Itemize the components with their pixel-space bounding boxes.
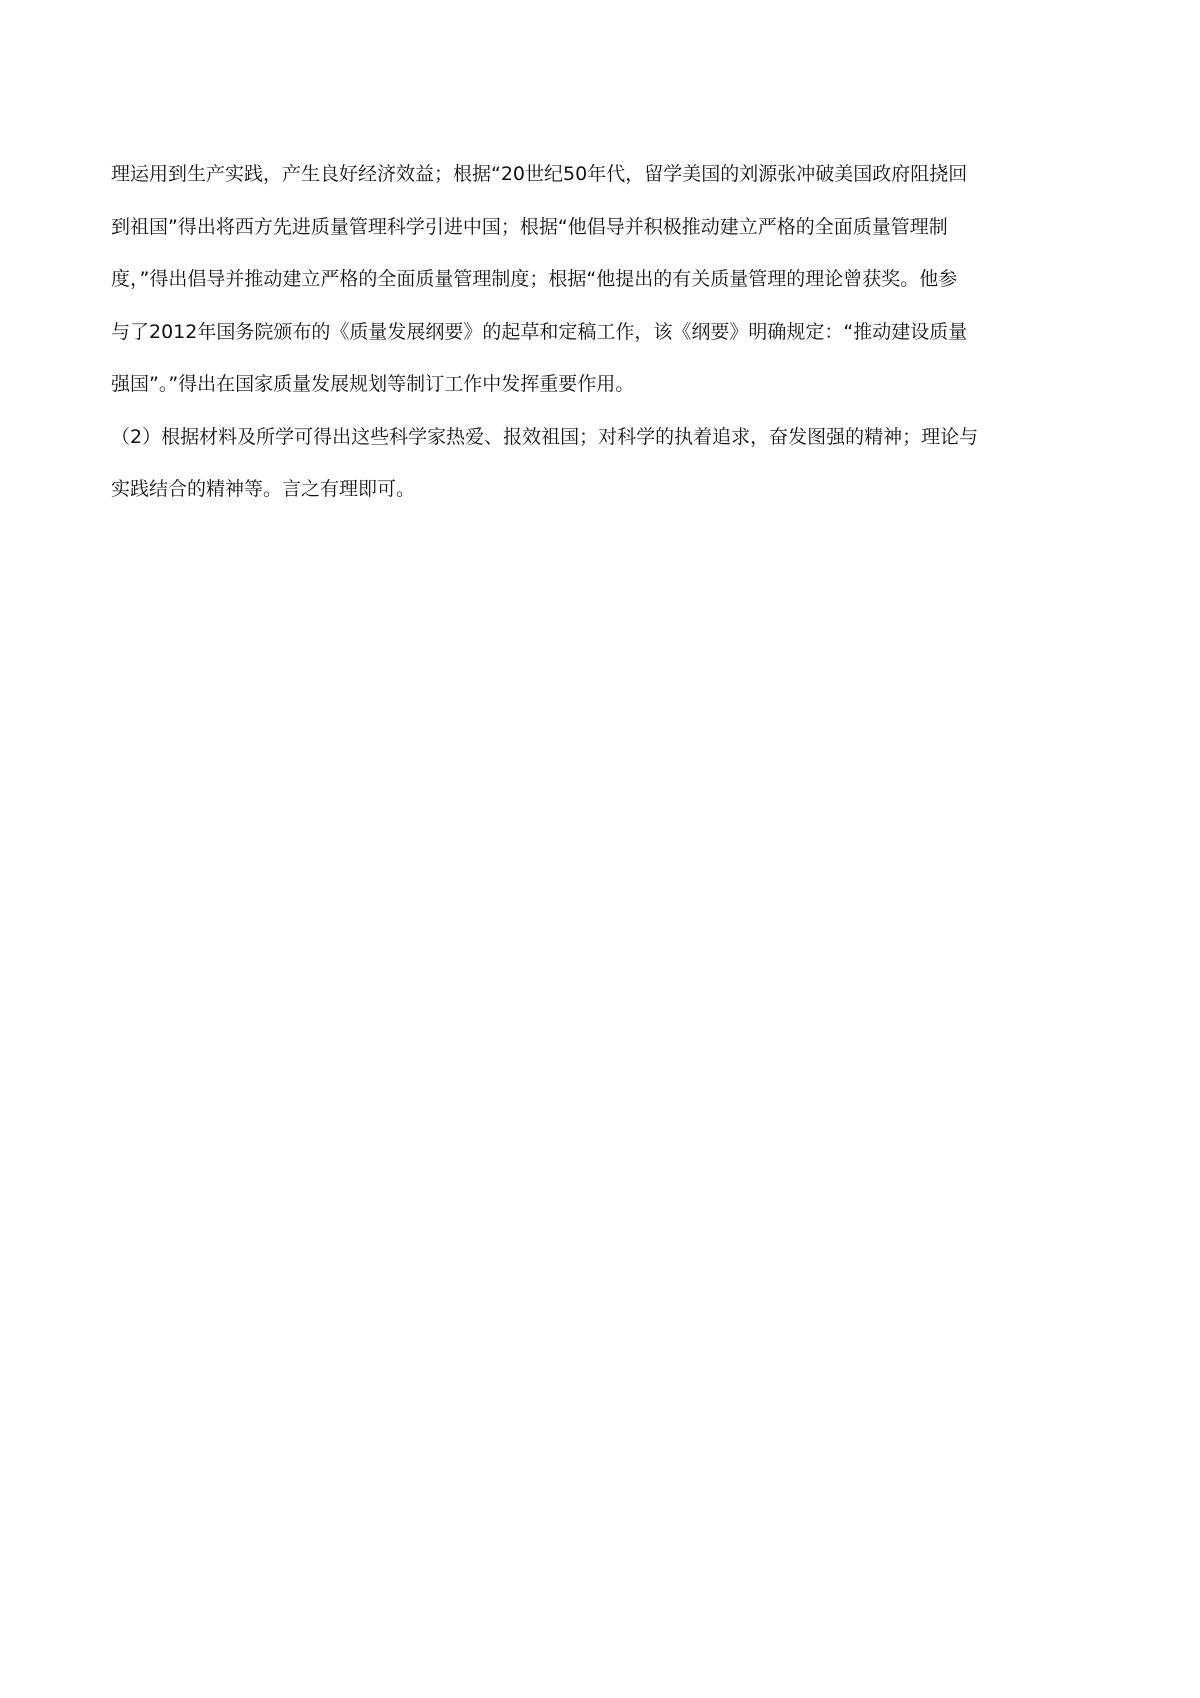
- text-line: 强国”。”得出在国家质量发展规划等制订工作中发挥重要作用。: [111, 373, 635, 395]
- text-line: 度，”得出倡导并推动建立严格的全面质量管理制度；根据“他提出的有关质量管理的理论曾获奖。他参: [111, 268, 958, 290]
- text-line: 实践结合的精神等。言之有理即可。: [111, 478, 416, 500]
- text-line: （2）根据材料及所学可得出这些科学家热爱、报效祖国；对科学的执着追求，奋发图强的精神；理论与: [111, 425, 979, 448]
- text-line: 与了2012年国务院颁布的《质量发展纲要》的起草和定稿工作，该《纲要》明确规定：“推动建设质量: [111, 320, 968, 343]
- text-line: 理运用到生产实践，产生良好经济效益；根据“20世纪50年代，留学美国的刘源张冲破美国政府阻挠回: [111, 163, 968, 185]
- text-line: 到祖国”得出将西方先进质量管理科学引进中国；根据“他倡导并积极推动建立严格的全面质量管理制: [111, 215, 948, 238]
- answer-text-block: [111, 152, 1101, 520]
